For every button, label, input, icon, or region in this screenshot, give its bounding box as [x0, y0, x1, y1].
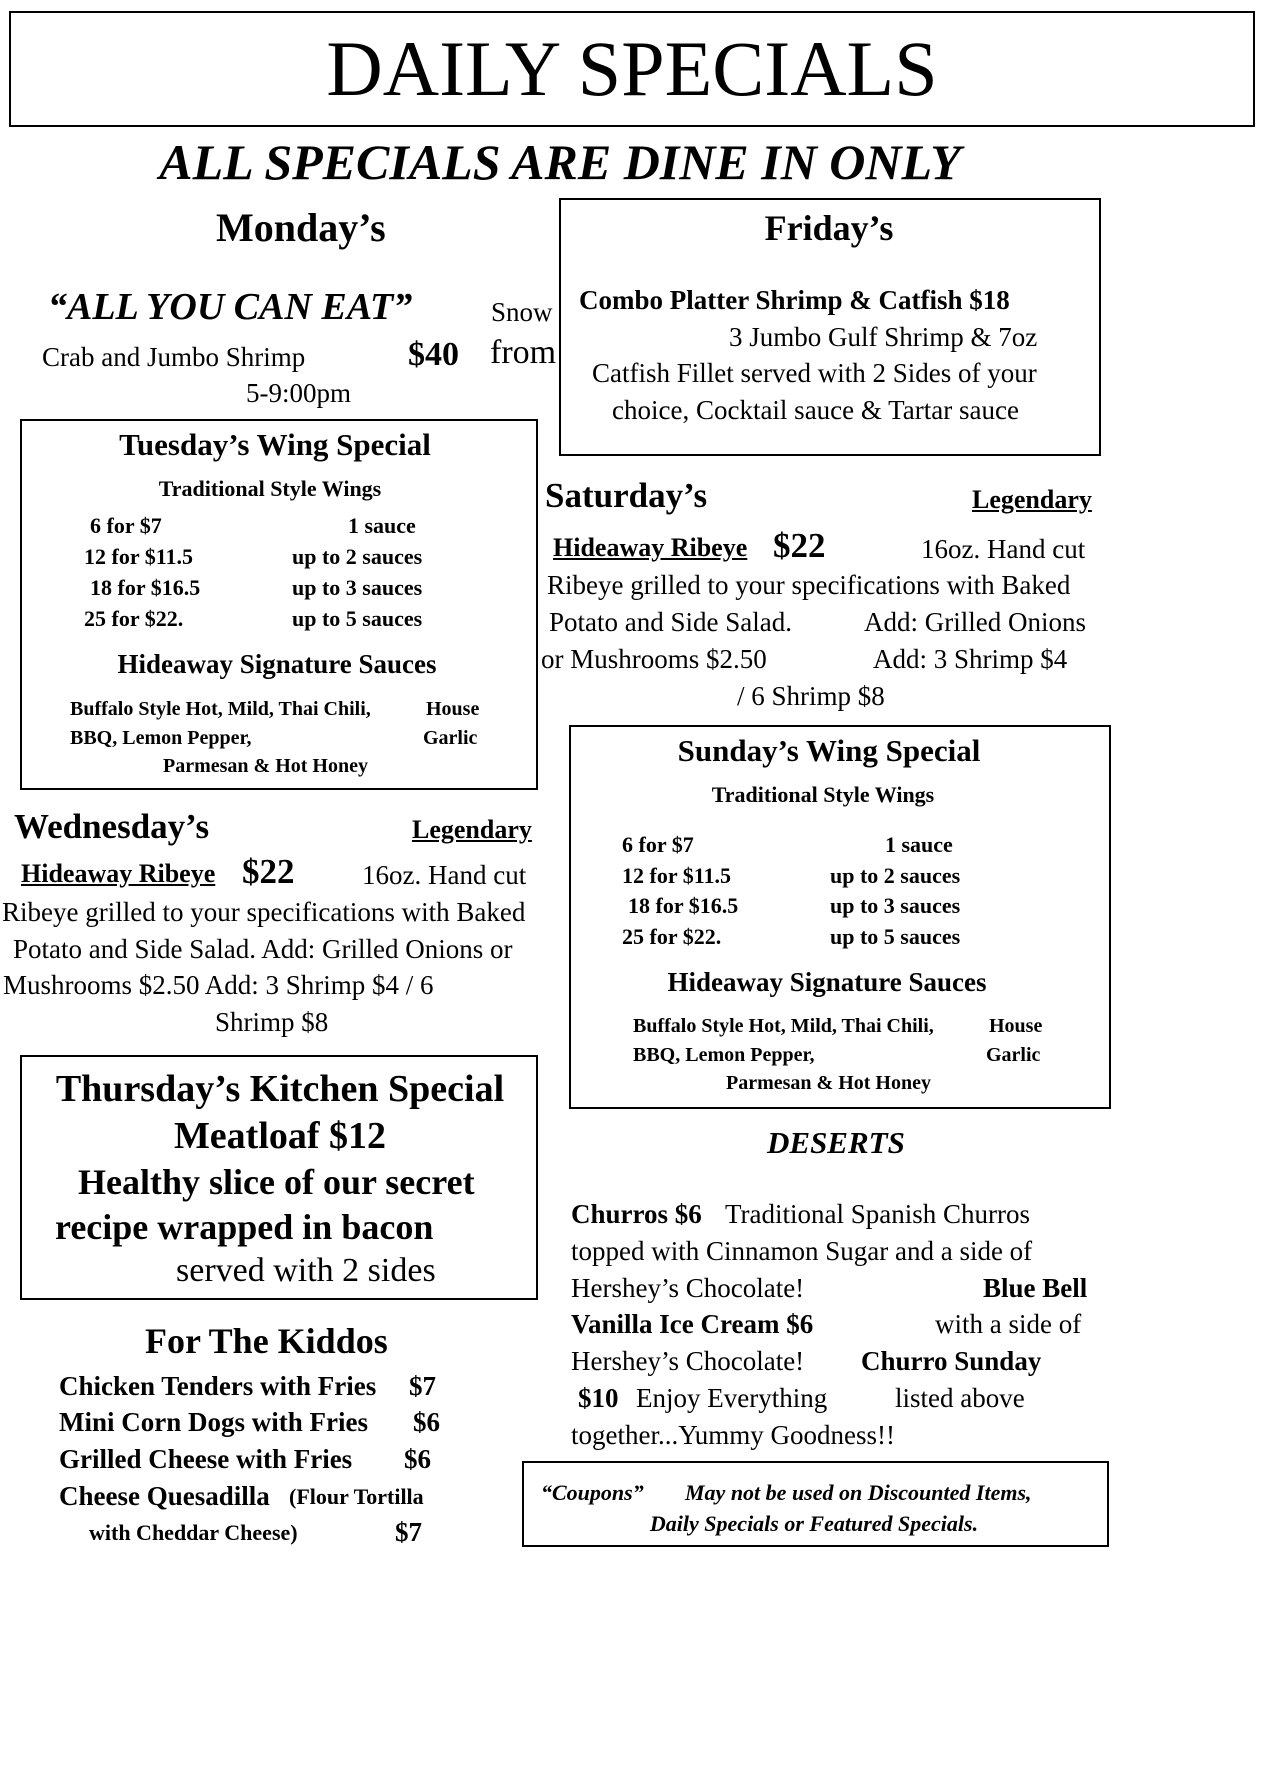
table-row-qty: 25 for $22. — [622, 924, 722, 949]
friday-title: Combo Platter Shrimp & Catfish $18 — [579, 285, 1010, 315]
thursday-heading: Thursday’s Kitchen Special — [55, 1068, 505, 1110]
list-item: Chicken Tenders with Fries — [59, 1371, 377, 1401]
wednesday-desc-4: Shrimp $8 — [215, 1007, 329, 1037]
thursday-desc-2: recipe wrapped in bacon — [55, 1207, 434, 1247]
table-row-qty: 12 for $11.5 — [622, 863, 731, 888]
saturday-legendary: Legendary — [972, 485, 1092, 514]
table-row-qty: 6 for $7 — [622, 832, 694, 857]
table-row-sauce: up to 2 sauces — [830, 863, 961, 888]
wednesday-desc-1: Ribeye grilled to your specifications with Baked — [2, 897, 526, 927]
wednesday-legendary: Legendary — [412, 815, 532, 844]
deserts-line-2: topped with Cinnamon Sugar and a side of — [571, 1236, 1033, 1266]
monday-price: $40 — [408, 336, 459, 373]
table-row-qty: 6 for $7 — [90, 513, 162, 538]
churro-sunday-desc-a: Enjoy Everything — [636, 1383, 828, 1413]
thursday-desc-1: Healthy slice of our secret — [78, 1162, 475, 1202]
thursday-desc-3: served with 2 sides — [176, 1252, 436, 1289]
list-item: Mini Corn Dogs with Fries — [59, 1407, 368, 1437]
saturday-cut: 16oz. Hand cut — [921, 534, 1086, 564]
table-row-sauce: up to 5 sauces — [830, 924, 961, 949]
sunday-style: Traditional Style Wings — [711, 782, 935, 807]
table-row-qty: 18 for $16.5 — [628, 893, 739, 918]
deserts-heading: DESERTS — [767, 1125, 905, 1160]
friday-heading: Friday’s — [764, 208, 894, 248]
tuesday-style: Traditional Style Wings — [158, 476, 382, 501]
wednesday-ribeye-name: Hideaway Ribeye — [21, 859, 216, 888]
sunday-sauces-line-2b: Garlic — [986, 1044, 1041, 1066]
sunday-box — [569, 725, 1111, 1109]
list-item-price: $7 — [409, 1371, 436, 1401]
saturday-desc-3a: or Mushrooms $2.50 — [541, 644, 767, 674]
bluebell-title-a: Blue Bell — [983, 1273, 1088, 1303]
tuesday-box — [20, 419, 538, 790]
friday-box — [559, 198, 1101, 456]
friday-desc-2: Catfish Fillet served with 2 Sides of your — [592, 358, 1037, 388]
tuesday-sauces-line-3: Parmesan & Hot Honey — [163, 755, 368, 777]
thursday-item: Meatloaf $12 — [173, 1115, 387, 1157]
churros-desc: Traditional Spanish Churros — [725, 1199, 1031, 1229]
saturday-ribeye-name: Hideaway Ribeye — [553, 533, 748, 562]
coupons-text-2: Daily Specials or Featured Specials. — [649, 1511, 979, 1536]
wednesday-cut: 16oz. Hand cut — [362, 860, 527, 890]
table-row-qty: 18 for $16.5 — [90, 575, 201, 600]
tuesday-sauces-line-1a: Buffalo Style Hot, Mild, Thai Chili, — [70, 698, 371, 720]
tuesday-sauces-heading: Hideaway Signature Sauces — [117, 649, 437, 679]
friday-desc-1: 3 Jumbo Gulf Shrimp & 7oz — [729, 322, 1038, 352]
bluebell-desc: with a side of — [935, 1309, 1082, 1339]
list-item-note: with Cheddar Cheese) — [89, 1520, 298, 1545]
wednesday-price: $22 — [242, 852, 295, 891]
churro-sunday-desc-b: listed above — [895, 1383, 1025, 1413]
table-row-qty: 12 for $11.5 — [84, 544, 193, 569]
table-row-sauce: up to 5 sauces — [292, 606, 423, 631]
monday-heading: Monday’s — [216, 205, 386, 250]
thursday-box — [20, 1055, 538, 1300]
saturday-desc-1: Ribeye grilled to your specifications with Baked — [547, 570, 1071, 600]
monday-cut-word-1: Snow — [491, 297, 553, 327]
table-row-sauce: 1 sauce — [348, 513, 416, 538]
table-row-sauce: up to 2 sauces — [292, 544, 423, 569]
monday-cut-word-2: from — [490, 334, 557, 371]
list-item-price: $6 — [413, 1407, 440, 1437]
wednesday-heading: Wednesday’s — [14, 807, 210, 846]
sunday-sauces-line-3: Parmesan & Hot Honey — [726, 1072, 931, 1094]
coupons-text-1: May not be used on Discounted Items, — [685, 1480, 1032, 1505]
list-item: Grilled Cheese with Fries — [59, 1444, 353, 1474]
table-row-sauce: up to 3 sauces — [292, 575, 423, 600]
deserts-line-5: Hershey’s Chocolate! — [571, 1346, 805, 1376]
saturday-heading: Saturday’s — [545, 476, 708, 515]
list-item-note: (Flour Tortilla — [289, 1484, 424, 1509]
wednesday-desc-3: Mushrooms $2.50 Add: 3 Shrimp $4 / 6 — [3, 970, 434, 1000]
monday-hours: 5-9:00pm — [246, 378, 351, 408]
dine-in-notice: ALL SPECIALS ARE DINE IN ONLY — [159, 134, 961, 190]
sunday-heading: Sunday’s Wing Special — [677, 733, 981, 768]
tuesday-sauces-line-1b: House — [426, 698, 480, 720]
churro-sunday-title: Churro Sunday — [861, 1346, 1042, 1376]
churro-sunday-price: $10 — [578, 1383, 619, 1413]
saturday-desc-4: / 6 Shrimp $8 — [737, 681, 885, 711]
monday-item: Crab and Jumbo Shrimp — [42, 342, 306, 372]
churros-title: Churros $6 — [571, 1199, 702, 1229]
coupons-box — [522, 1461, 1109, 1547]
tuesday-heading: Tuesday’s Wing Special — [119, 427, 431, 462]
deserts-line-7: together...Yummy Goodness!! — [571, 1420, 895, 1450]
table-row-qty: 25 for $22. — [84, 606, 184, 631]
sunday-sauces-heading: Hideaway Signature Sauces — [667, 967, 987, 997]
deserts-line-3: Hershey’s Chocolate! — [571, 1273, 805, 1303]
tuesday-sauces-line-2b: Garlic — [423, 727, 478, 749]
saturday-price: $22 — [773, 526, 826, 565]
title-box — [9, 11, 1255, 127]
sunday-sauces-line-1b: House — [989, 1015, 1043, 1037]
kiddos-heading: For The Kiddos — [145, 1321, 388, 1361]
saturday-desc-2b: Add: Grilled Onions — [864, 607, 1086, 637]
tuesday-sauces-line-2a: BBQ, Lemon Pepper, — [70, 727, 252, 749]
table-row-sauce: up to 3 sauces — [830, 893, 961, 918]
table-row-sauce: 1 sauce — [885, 832, 953, 857]
friday-desc-3: choice, Cocktail sauce & Tartar sauce — [612, 395, 1019, 425]
sunday-sauces-line-2a: BBQ, Lemon Pepper, — [633, 1044, 815, 1066]
list-item: Cheese Quesadilla — [59, 1481, 270, 1511]
saturday-desc-3b: Add: 3 Shrimp $4 — [873, 644, 1068, 674]
list-item-price: $6 — [404, 1444, 431, 1474]
coupons-label: “Coupons” — [541, 1480, 644, 1505]
page-title: DAILY SPECIALS — [326, 25, 938, 112]
wednesday-desc-2: Potato and Side Salad. Add: Grilled Onions or — [13, 934, 513, 964]
sunday-sauces-line-1a: Buffalo Style Hot, Mild, Thai Chili, — [633, 1015, 934, 1037]
list-item-price: $7 — [395, 1517, 422, 1547]
saturday-desc-2a: Potato and Side Salad. — [549, 607, 792, 637]
bluebell-title-b: Vanilla Ice Cream $6 — [571, 1309, 814, 1339]
monday-tagline: “ALL YOU CAN EAT” — [48, 286, 413, 328]
